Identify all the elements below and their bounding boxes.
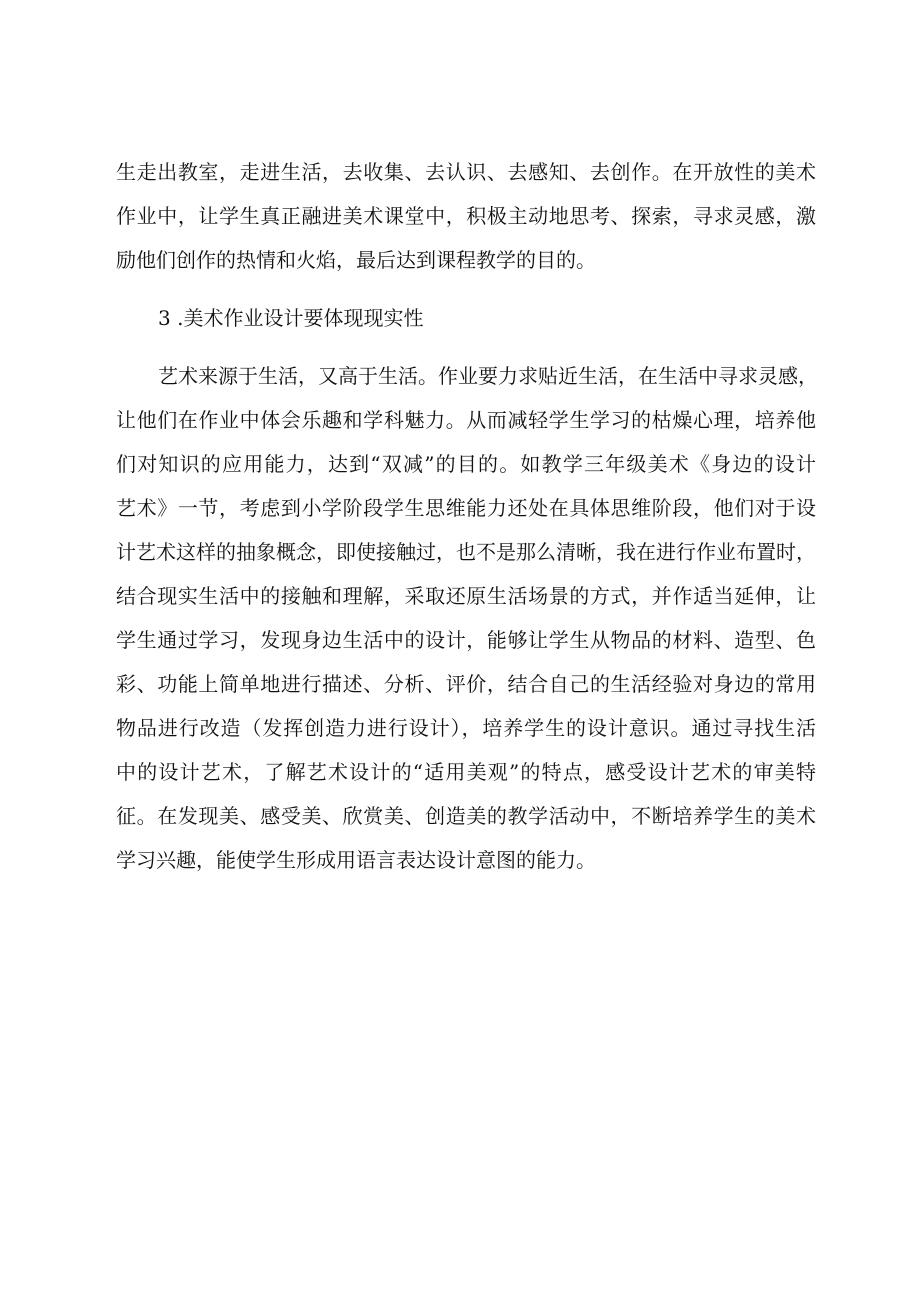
text-line: 励他们创作的热情和火焰，最后达到课程教学的目的。 bbox=[116, 248, 596, 272]
text-line: 生走出教室，走进生活，去收集、去认识、去感知、去创作。在开放性的美术 bbox=[116, 160, 816, 184]
text-line: 学习兴趣，能使学生形成用语言表达设计意图的能力。 bbox=[116, 848, 596, 872]
text-line: 征。在发现美、感受美、欣赏美、创造美的教学活动中，不断培养学生的美术 bbox=[116, 804, 816, 828]
text-line: 艺术》一节，考虑到小学阶段学生思维能力还处在具体思维阶段，他们对于设 bbox=[116, 496, 816, 520]
text-line: 结合现实生活中的接触和理解，采取还原生活场景的方式，并作适当延伸，让 bbox=[116, 584, 816, 608]
text-line: 中的设计艺术，了解艺术设计的“适用美观”的特点，感受设计艺术的审美特 bbox=[116, 760, 816, 784]
text-line: 彩、功能上简单地进行描述、分析、评价，结合自己的生活经验对身边的常用 bbox=[116, 672, 816, 696]
text-line: 学生通过学习，发现身边生活中的设计，能够让学生从物品的材料、造型、色 bbox=[116, 628, 816, 652]
text-line: 物品进行改造（发挥创造力进行设计），培养学生的设计意识。通过寻找生活 bbox=[116, 716, 816, 740]
section-heading: 3 .美术作业设计要体现现实性 bbox=[158, 306, 424, 330]
text-line: 计艺术这样的抽象概念，即使接触过，也不是那么清晰，我在进行作业布置时， bbox=[116, 540, 816, 564]
text-line: 们对知识的应用能力，达到“双减”的目的。如教学三年级美术《身边的设计 bbox=[116, 452, 816, 476]
text-line: 艺术来源于生活，又高于生活。作业要力求贴近生活，在生活中寻求灵感， bbox=[158, 364, 818, 388]
text-line: 作业中，让学生真正融进美术课堂中，积极主动地思考、探索，寻求灵感，激 bbox=[116, 204, 816, 228]
text-line: 让他们在作业中体会乐趣和学科魅力。从而减轻学生学习的枯燥心理，培养他 bbox=[116, 408, 816, 432]
